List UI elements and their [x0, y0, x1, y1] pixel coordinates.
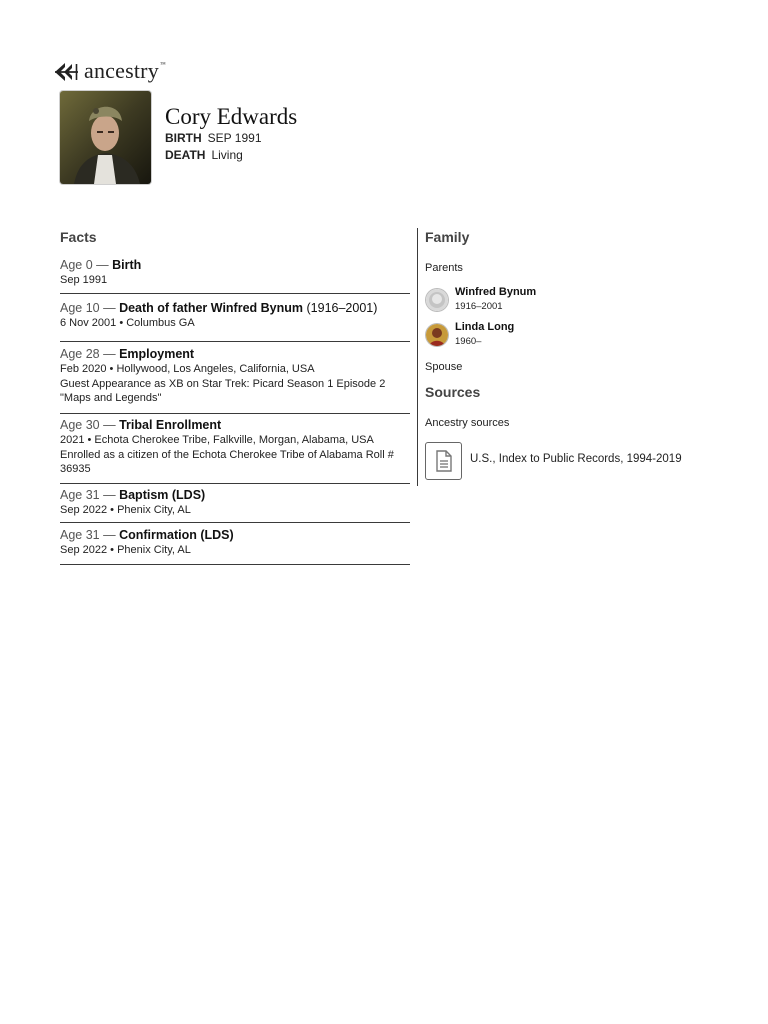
birth-value: SEP 1991: [207, 131, 262, 145]
parent-years: 1916–2001: [455, 301, 503, 312]
birth-info: [165, 131, 262, 145]
fact-title: Baptism (LDS): [119, 488, 206, 502]
parent-name[interactable]: Winfred Bynum: [455, 286, 537, 298]
fact-title: Birth: [112, 258, 142, 272]
source-item[interactable]: [425, 442, 462, 480]
source-title[interactable]: U.S., Index to Public Records, 1994-2019: [470, 453, 682, 465]
fact-age: Age 10 —: [60, 301, 116, 315]
fact-header: [60, 258, 410, 273]
fact-header: [60, 347, 410, 362]
fact-age: Age 31 —: [60, 528, 116, 542]
column-divider: [417, 228, 418, 486]
parents-label: Parents: [425, 262, 463, 274]
fact-item: [60, 347, 410, 414]
fact-detail: Sep 2022 • Phenix City, AL: [60, 544, 191, 556]
fact-detail: 2021 • Echota Cherokee Tribe, Falkville, Morgan, Alabama, USA: [60, 434, 374, 446]
fact-age: Age 31 —: [60, 488, 116, 502]
death-label: DEATH: [165, 148, 206, 162]
fact-header: [60, 301, 410, 316]
person-name: Cory Edwards: [165, 104, 298, 129]
parent-name[interactable]: Linda Long: [455, 321, 515, 333]
fact-detail: 36935: [60, 463, 91, 475]
fact-detail: Sep 1991: [60, 274, 108, 286]
fact-item: [60, 301, 410, 342]
ancestry-leaf-icon: [54, 61, 80, 83]
fact-age: Age 30 —: [60, 418, 116, 432]
fact-detail: Guest Appearance as XB on Star Trek: Picard Season 1 Episode 2: [60, 377, 386, 390]
ancestry-logo: [54, 59, 166, 85]
fact-item: [60, 528, 410, 565]
fact-title: Confirmation (LDS): [119, 528, 234, 542]
document-icon: [435, 450, 453, 472]
ancestry-sources-label: Ancestry sources: [425, 417, 510, 429]
birth-label: BIRTH: [165, 131, 202, 145]
fact-title-extra: (1916–2001): [306, 301, 378, 315]
fact-detail: Feb 2020 • Hollywood, Los Angeles, California, USA: [60, 363, 315, 375]
fact-title: Employment: [119, 347, 195, 361]
death-value: Living: [211, 148, 243, 162]
fact-item: [60, 488, 410, 523]
fact-detail: Sep 2022 • Phenix City, AL: [60, 504, 191, 516]
spouse-label: Spouse: [425, 361, 463, 373]
fact-age: Age 0 —: [60, 258, 109, 272]
fact-item: [60, 418, 410, 484]
fact-header: [60, 418, 410, 433]
fact-header: [60, 528, 410, 543]
parent-years: 1960–: [455, 336, 482, 347]
person-photo: [60, 91, 151, 184]
family-title: Family: [425, 229, 470, 245]
facts-title: Facts: [60, 229, 97, 245]
fact-item: [60, 258, 410, 294]
sources-title: Sources: [425, 384, 481, 400]
death-info: [165, 148, 243, 162]
parent-avatar: [426, 324, 448, 346]
fact-header: [60, 488, 410, 503]
logo-wordmark: ancestry™: [84, 58, 166, 83]
fact-title: Tribal Enrollment: [119, 418, 222, 432]
fact-age: Age 28 —: [60, 347, 116, 361]
fact-detail: "Maps and Legends": [60, 392, 162, 404]
fact-title: Death of father Winfred Bynum: [119, 301, 304, 315]
fact-detail: 6 Nov 2001 • Columbus GA: [60, 317, 195, 329]
parent-avatar: [426, 289, 448, 311]
fact-detail: Enrolled as a citizen of the Echota Cherokee Tribe of Alabama Roll #: [60, 448, 394, 461]
